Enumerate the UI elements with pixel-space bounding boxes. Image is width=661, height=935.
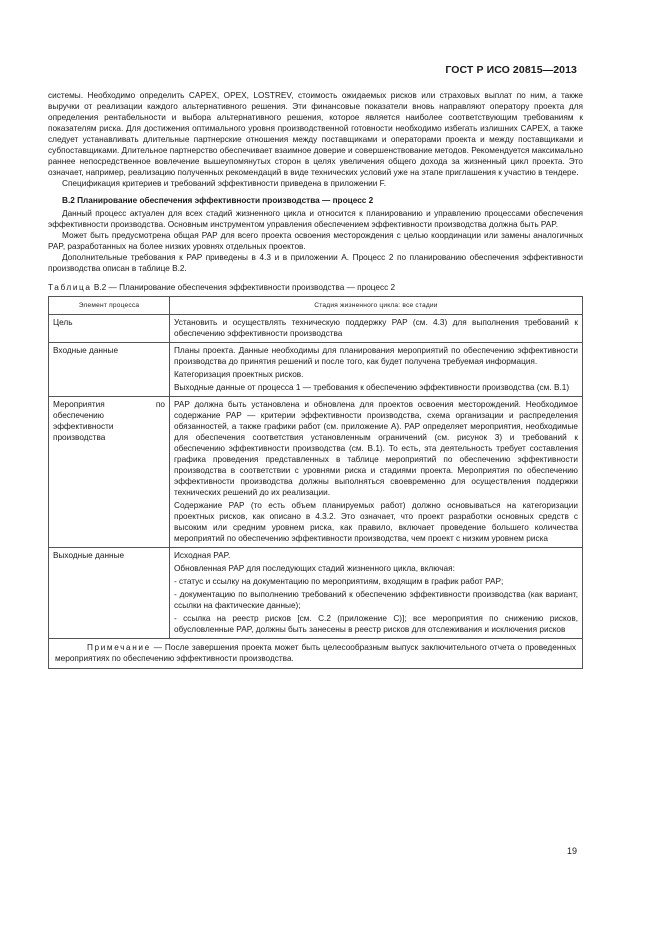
row-content <box>170 315 583 343</box>
row-content <box>170 343 583 397</box>
row-paragraph: Содержание PAP (то есть объем планируемых работ) должно основываться на категоризации проектных рисков, как описано в 4.3.2. Это означает, что проект разработки основных средств с высоким или средним уровнем риска, как правило, включает проведение большего количества мероприятий по обеспечению эффективности производства, чем проект с низким уровнем риска <box>174 501 578 543</box>
row-label: Входные данные <box>49 343 170 397</box>
table-caption <box>48 282 583 293</box>
table-header-row <box>49 297 583 315</box>
table-caption-label: Таблица <box>48 283 92 292</box>
row-content <box>170 548 583 639</box>
row-label: Выходные данные <box>49 548 170 639</box>
note-label: Примечание <box>87 643 151 652</box>
intro-paragraph: системы. Необходимо определить CAPEX, OPEX, LOSTREV, стоимость ожидаемых рисков или страховых выплат по ним, а также выручки от реализации каждого альтернативного решения. Эти финансовые показатели вновь направляют оператору проекта для определения рентабельности и выбора альтернативного решения, которое является наиболее соответствующим требованиям к показателям риска. Для достижения оптимального уровня производственной готовности необходимо избегать излишних CAPEX, а также следует устанавливать длительные партнерские отношения между поставщиками и операторами проекта и между поставщиками и субпоставщиками. Длительное партнерство обеспечивает взаимное доверие и совершенствование методов. Рекомендуется максимально раннее непосредственное вовлечение вышеупомянутых сторон в целях увеличения общего дохода за жизненный цикл проекта. Это означает, например, реализацию полученных рекомендаций в виде технических условий уже на этапе приглашения к участию в тендере. <box>48 91 583 177</box>
row-label: Мероприятия по обеспечению эффективности производства <box>49 397 170 548</box>
row-paragraph: Выходные данные от процесса 1 — требования к обеспечению эффективности производства (см. В.1) <box>174 383 570 392</box>
row-paragraph: PAP должна быть установлена и обновлена для проектов освоения месторождений. Необходимое содержание PAP — критерии эффективности производства, схема организации и распределения обязанностей, а также графики работ (см. приложение А). PAP определяет мероприятия, необходимые для обеспечения соответствия установленным ограничений (см. рисунок 3) и требований к обеспечению эффективности производства (см. В.1). То есть, эта деятельность требует составления графика проведения представленных в таблице мероприятий по обеспечению эффективности производства в соответствии с уровнями риска и стадиями проекта. Мероприятия по обеспечению эффективности производства должны выполняться своевременно для осуществления поддержки технических решений до их реализации. <box>174 400 578 497</box>
table-header-stage: Стадия жизненного цикла: все стадии <box>170 297 583 315</box>
row-list-item: - статус и ссылку на документацию по мероприятиям, входящим в график работ PAP; <box>174 577 504 586</box>
table-note-row <box>49 639 583 669</box>
note-text: — После завершения проекта может быть целесообразным выпуск заключительного отчета о проведенных мероприятиях по обеспечению эффективности производства. <box>55 643 576 663</box>
row-list-item: - документацию по выполнению требований к обеспечению эффективности производства (как вариант, ссылки на фактические данные); <box>174 590 578 610</box>
row-content <box>170 397 583 548</box>
process-table <box>48 296 583 669</box>
page-number: 19 <box>566 846 577 856</box>
table-caption-text: В.2 — Планирование обеспечения эффективности производства — процесс 2 <box>91 283 396 292</box>
intro-paragraph-reference: Спецификация критериев и требований эффективности приведена в приложении F. <box>62 179 387 188</box>
row-paragraph: Исходная PAP. <box>174 551 231 560</box>
row-paragraph: Обновленная PAP для последующих стадий жизненного цикла, включая: <box>174 564 455 573</box>
row-paragraph: Планы проекта. Данные необходимы для планирования мероприятий по обеспечению эффективности производства до принятия решений и после того, как будет получена требуемая информация. <box>174 346 578 366</box>
table-note <box>49 639 583 669</box>
table-row <box>49 343 583 397</box>
row-paragraph: Категоризация проектных рисков. <box>174 370 304 379</box>
table-row <box>49 397 583 548</box>
section-title: В.2 Планирование обеспечения эффективности производства — процесс 2 <box>62 196 374 205</box>
row-paragraph: Установить и осуществлять техническую поддержку PAP (см. 4.3) для выполнения требований к обеспечению эффективности производства <box>174 318 578 338</box>
section-paragraph: Дополнительные требования к PAP приведены в 4.3 и в приложении А. Процесс 2 по планированию обеспечения эффективности производства описан в таблице В.2. <box>48 253 583 273</box>
table-header-element: Элемент процесса <box>49 297 170 315</box>
page-content <box>48 90 583 669</box>
section-paragraph: Данный процесс актуален для всех стадий жизненного цикла и относится к планированию и управлению процессами обеспечения эффективности производства. Основным инструментом управления обеспечением эффективности производства должна быть PAP. <box>48 209 583 229</box>
document-header: ГОСТ Р ИСО 20815—2013 <box>445 64 577 76</box>
section-paragraph: Может быть предусмотрена общая PAP для всего проекта освоения месторождения с целью координации или замены аналогичных PAP, разработанных на более низких уровнях отдельных проектов. <box>48 231 583 251</box>
row-list-item: - ссылка на реестр рисков [см. С.2 (приложение С)]; все мероприятия по снижению рисков, обусловленные PAP, должны быть занесены в реестр рисков для отслеживания и исключения рисков <box>174 614 578 634</box>
row-label: Цель <box>49 315 170 343</box>
table-row <box>49 315 583 343</box>
table-row <box>49 548 583 639</box>
